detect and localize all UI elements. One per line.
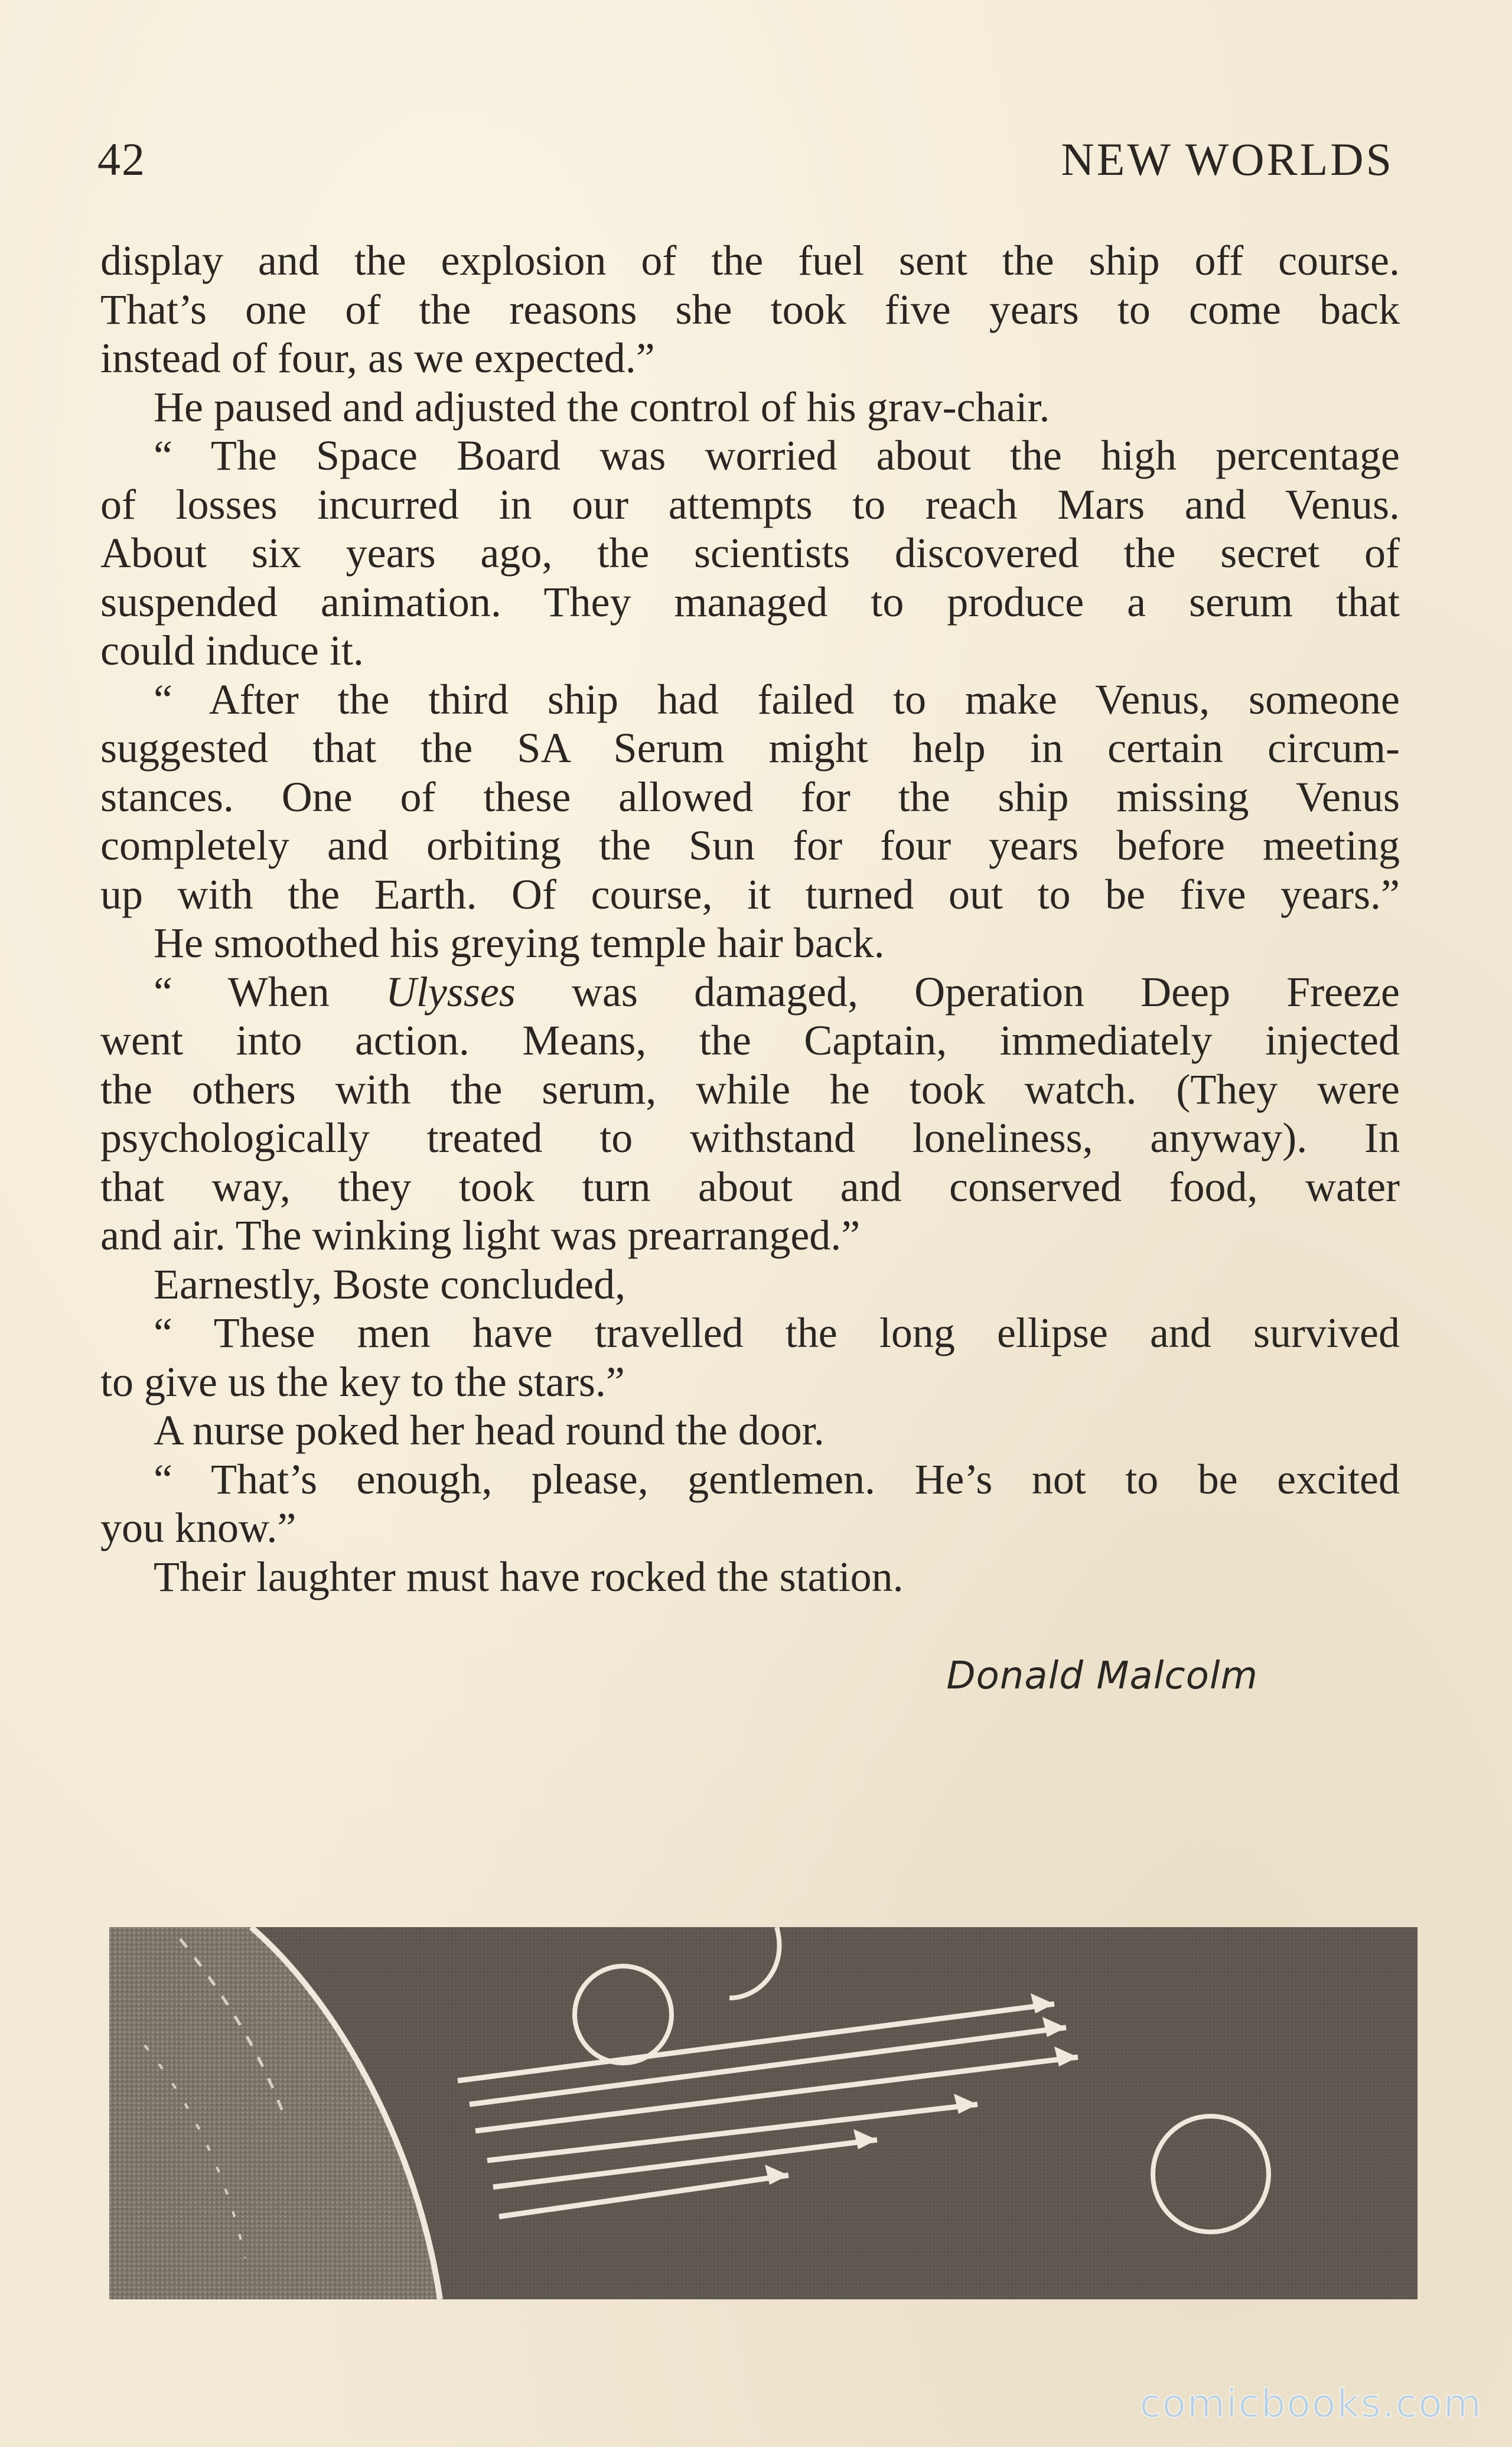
author-signature: Donald Malcolm: [946, 1654, 1258, 1698]
text-line: you know.”: [100, 1504, 296, 1551]
text-line: of losses incurred in our attempts to reach Mars and Venus.: [100, 480, 1400, 528]
ship-name: Ulysses: [385, 968, 516, 1016]
text-line: Earnestly, Boste concluded,: [154, 1260, 626, 1308]
text-line: [100, 968, 1400, 1017]
text-fragment: was damaged, Operation Deep Freeze: [515, 968, 1400, 1016]
watermark: comicbooks.com: [1139, 2381, 1482, 2426]
text-line: could induce it.: [100, 627, 364, 674]
text-line: A nurse poked her head round the door.: [154, 1407, 825, 1454]
text-line: suspended animation. They managed to produce a serum that: [100, 578, 1400, 626]
text-line: “ These men have travelled the long ellipse and survived: [154, 1309, 1400, 1356]
text-line: That’s one of the reasons she took five years to come back: [100, 285, 1400, 333]
space-ships-planet-illustration: [109, 1927, 1418, 2299]
story-text: [100, 236, 1400, 1601]
text-line: to give us the key to the stars.”: [100, 1358, 625, 1405]
text-line: display and the explosion of the fuel sent the ship off course.: [100, 237, 1400, 284]
text-line: psychologically treated to withstand loneliness, anyway). In: [100, 1114, 1400, 1161]
text-line: and air. The winking light was prearranged.”: [100, 1212, 861, 1259]
text-line: went into action. Means, the Captain, immediately injected: [100, 1017, 1400, 1064]
text-line: completely and orbiting the Sun for four years before meeting: [100, 822, 1400, 869]
text-line: Their laughter must have rocked the station.: [154, 1553, 904, 1600]
text-line: He paused and adjusted the control of his grav-chair.: [154, 383, 1050, 431]
running-header: [97, 133, 1394, 192]
page-number: 42: [97, 134, 146, 185]
text-fragment: “ When: [154, 968, 386, 1016]
text-line: “ After the third ship had failed to make Venus, someone: [154, 675, 1400, 723]
text-line: “ That’s enough, please, gentlemen. He’s not to be excited: [154, 1455, 1400, 1503]
text-line: “ The Space Board was worried about the high percentage: [154, 432, 1400, 479]
text-line: that way, they took turn about and conserved food, water: [100, 1163, 1400, 1211]
text-line: suggested that the SA Serum might help in certain circum-: [100, 724, 1400, 772]
text-line: stances. One of these allowed for the ship missing Venus: [100, 773, 1400, 821]
text-line: the others with the serum, while he took watch. (They were: [100, 1065, 1400, 1113]
text-line: instead of four, as we expected.”: [100, 334, 655, 382]
text-line: up with the Earth. Of course, it turned out to be five years.”: [100, 870, 1400, 918]
text-line: He smoothed his greying temple hair back.: [154, 919, 885, 967]
text-line: About six years ago, the scientists discovered the secret of: [100, 529, 1400, 577]
magazine-title: NEW WORLDS: [1061, 134, 1394, 185]
